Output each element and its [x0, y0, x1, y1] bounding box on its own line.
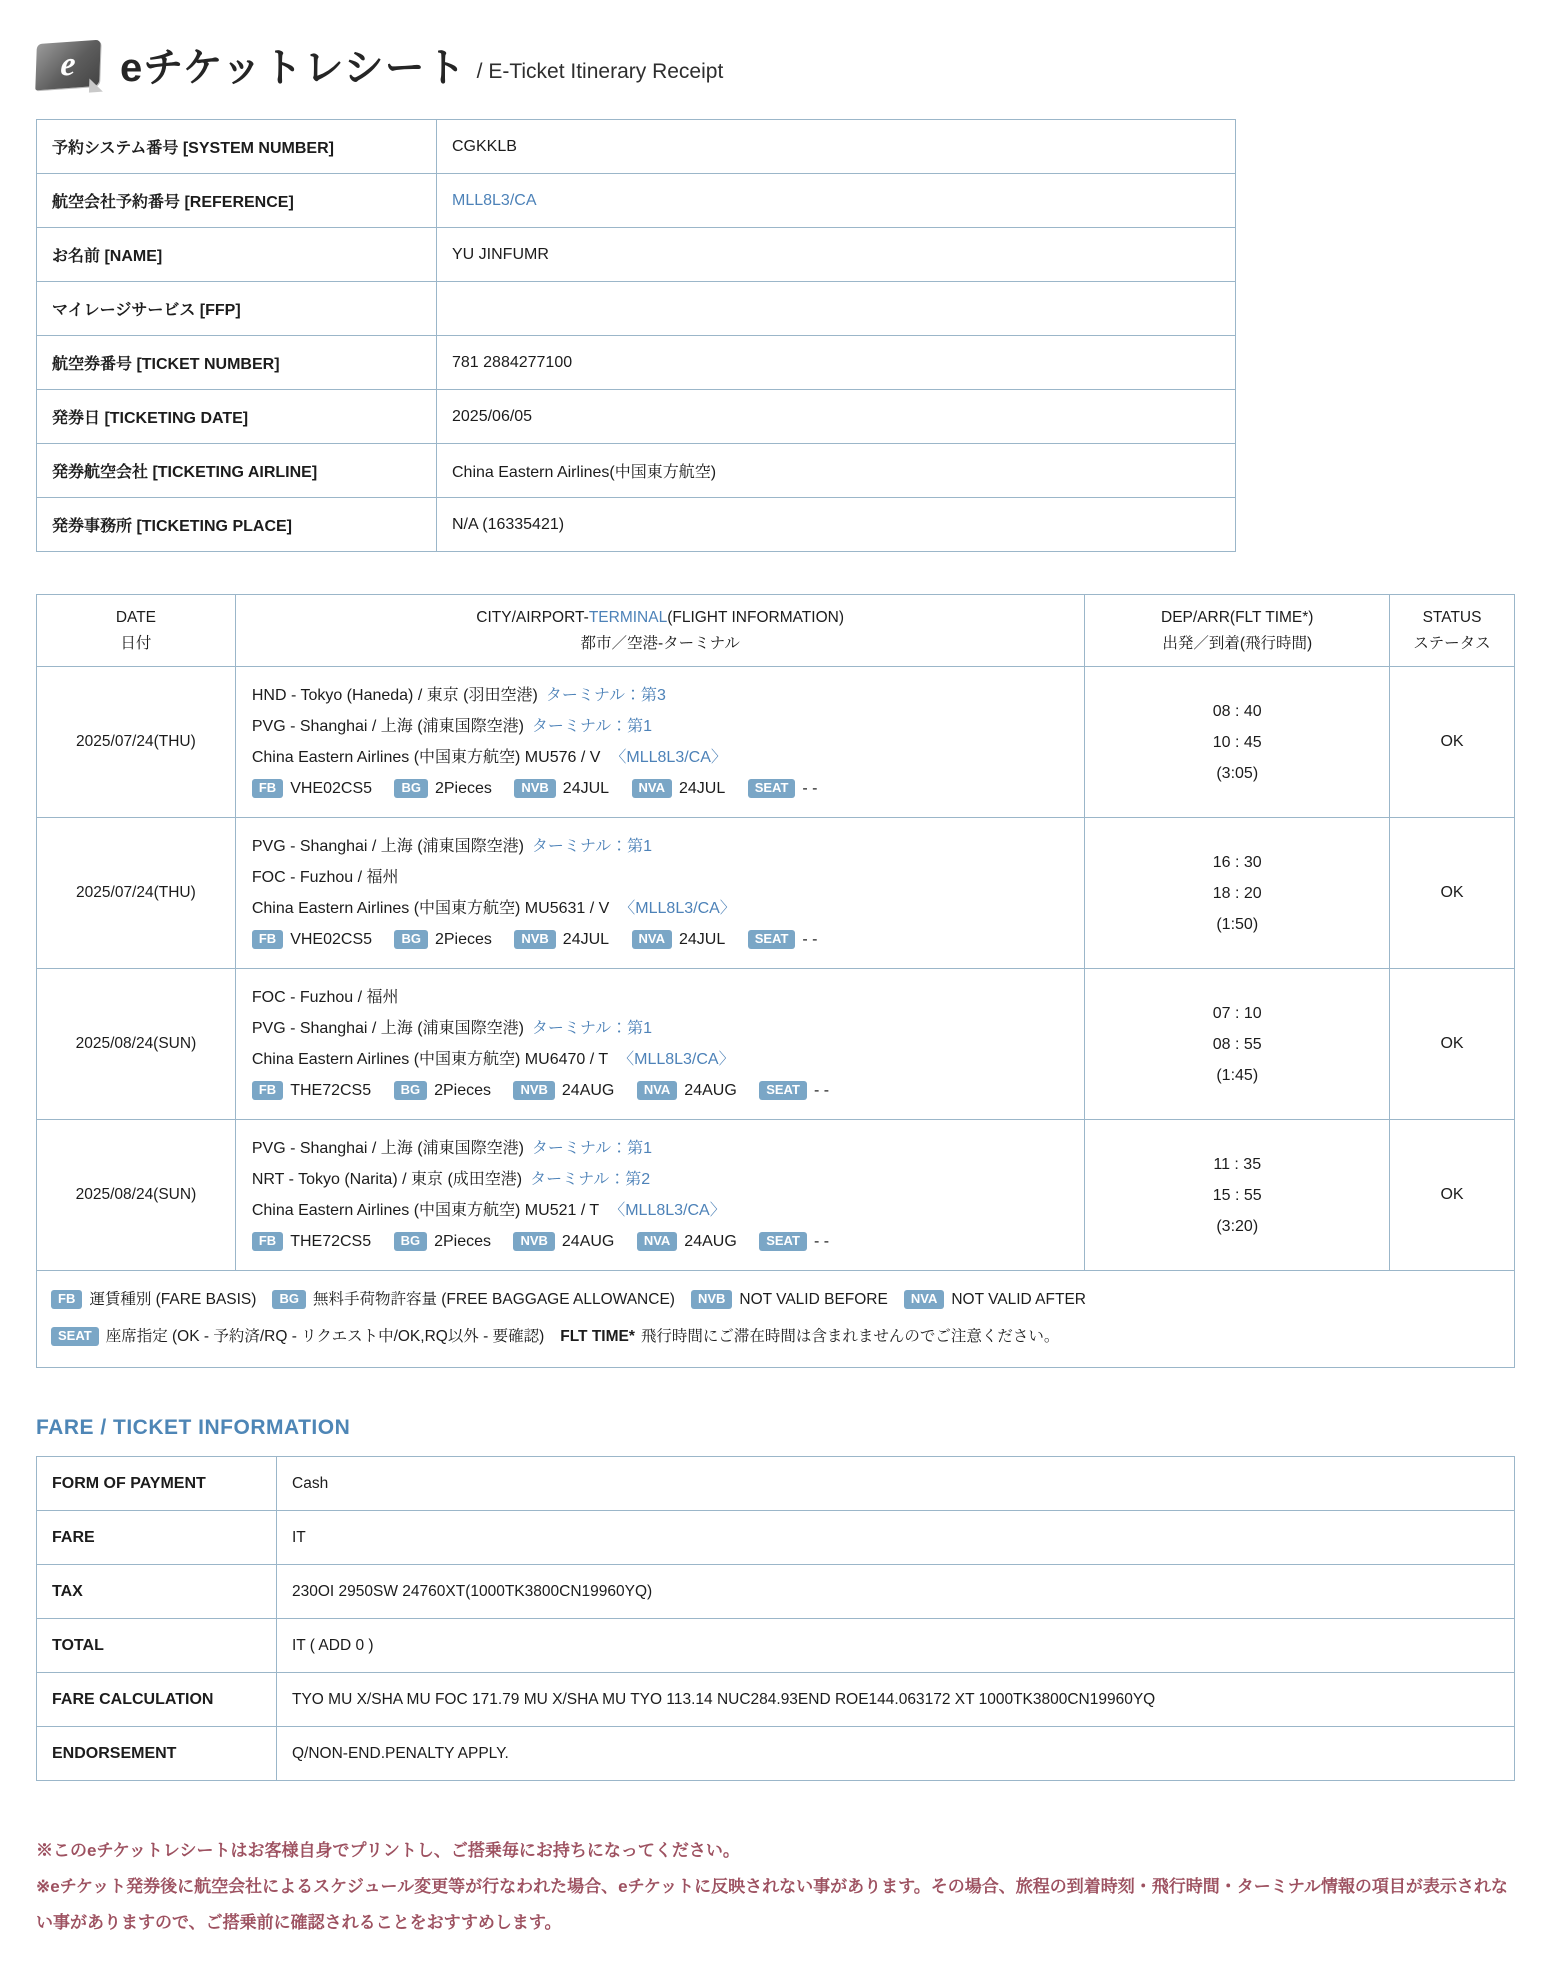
bg-badge: BG	[394, 930, 428, 949]
destination-line	[252, 711, 1069, 742]
nvb-value: 24JUL	[562, 780, 610, 797]
nva-value: 24JUL	[678, 931, 726, 948]
fare-value: TYO MU X/SHA MU FOC 171.79 MU X/SHA MU TYO 113.14 NUC284.93END ROE144.063172 XT 1000TK3800CN19960YQ	[277, 1673, 1515, 1727]
flight-date: 2025/08/24(SUN)	[37, 969, 236, 1120]
nva-badge: NVA	[637, 1232, 677, 1251]
flight-info-cell	[235, 818, 1085, 969]
nva-badge: NVA	[637, 1081, 677, 1100]
seat-badge: SEAT	[759, 1081, 807, 1100]
booking-label: 発券日 [TICKETING DATE]	[37, 390, 437, 444]
fare-row-fare-calculation	[37, 1673, 1515, 1727]
seat-value: - -	[813, 1082, 830, 1099]
bg-badge: BG	[272, 1290, 306, 1309]
baggage-value: 2Pieces	[434, 780, 492, 797]
destination-airport: NRT - Tokyo (Narita) / 東京 (成田空港)	[251, 1171, 523, 1188]
booking-row-ticketing-date	[37, 390, 1236, 444]
seat-badge: SEAT	[759, 1232, 807, 1251]
flight-duration: (3:05)	[1216, 764, 1259, 782]
footer-notes	[36, 1833, 1515, 1941]
nva-legend-text: NOT VALID AFTER	[951, 1291, 1086, 1308]
origin-airport: PVG - Shanghai / 上海 (浦東国際空港)	[251, 838, 524, 855]
fare-row-total	[37, 1619, 1515, 1673]
arr-time: 18 : 20	[1212, 884, 1262, 902]
fb-badge: FB	[252, 930, 283, 949]
seat-legend-text: 座席指定 (OK - 予約済/RQ - リクエスト中/OK,RQ以外 - 要確認)	[105, 1328, 545, 1345]
fare-row-form-of-payment	[37, 1457, 1515, 1511]
nva-badge: NVA	[632, 930, 672, 949]
baggage-value: 2Pieces	[434, 1082, 491, 1099]
seat-badge: SEAT	[748, 779, 796, 798]
page-subtitle: / E-Ticket Itinerary Receipt	[476, 59, 724, 83]
destination-terminal: ターミナル：第1	[531, 718, 653, 735]
bg-badge: BG	[394, 1232, 428, 1251]
fare-basis-value: VHE02CS5	[290, 931, 373, 948]
airline-flight-number: China Eastern Airlines (中国東方航空) MU521 / T	[251, 1202, 600, 1219]
city-column-header	[235, 595, 1085, 667]
fare-info-table	[36, 1456, 1515, 1781]
dep-arr-cell	[1085, 818, 1390, 969]
fare-label: FARE	[37, 1511, 277, 1565]
origin-line	[252, 831, 1069, 862]
fare-badges-line	[252, 1226, 1069, 1257]
fare-value: Q/NON-END.PENALTY APPLY.	[277, 1727, 1515, 1781]
flight-row	[37, 818, 1515, 969]
booking-value: 781 2884277100	[437, 336, 1236, 390]
booking-row-name	[37, 228, 1236, 282]
bg-legend-text: 無料手荷物許容量 (FREE BAGGAGE ALLOWANCE)	[312, 1291, 675, 1308]
fare-basis-value: THE72CS5	[290, 1082, 372, 1099]
fare-label: FARE CALCULATION	[37, 1673, 277, 1727]
flight-status: OK	[1390, 969, 1515, 1120]
nvb-badge: NVB	[514, 779, 555, 798]
fare-section-heading: FARE / TICKET INFORMATION	[36, 1416, 351, 1439]
nva-value: 24AUG	[684, 1233, 737, 1250]
flight-duration: (3:20)	[1216, 1217, 1259, 1235]
booking-value: 2025/06/05	[437, 390, 1236, 444]
fare-value: 230OI 2950SW 24760XT(1000TK3800CN19960YQ)	[277, 1565, 1515, 1619]
fare-value: Cash	[277, 1457, 1515, 1511]
destination-airport: FOC - Fuzhou / 福州	[251, 869, 399, 886]
terminal-word: TERMINAL	[588, 608, 668, 626]
booking-label: 航空券番号 [TICKET NUMBER]	[37, 336, 437, 390]
dep-arr-cell	[1085, 667, 1390, 818]
nva-value: 24AUG	[684, 1082, 737, 1099]
origin-line	[252, 982, 1069, 1013]
flight-info-cell	[235, 1120, 1085, 1271]
flight-info-cell	[235, 969, 1085, 1120]
fare-badges-line	[252, 924, 1069, 955]
booking-value: YU JINFUMR	[437, 228, 1236, 282]
seat-badge: SEAT	[51, 1327, 99, 1346]
deparr-header-jp: 出発／到着(飛行時間)	[1162, 634, 1313, 652]
status-header-jp: ステータス	[1413, 634, 1491, 652]
flight-info-cell	[235, 667, 1085, 818]
flight-status: OK	[1390, 667, 1515, 818]
nvb-value: 24AUG	[561, 1233, 615, 1250]
origin-terminal: ターミナル：第3	[545, 687, 666, 704]
logo-letter: e	[59, 44, 77, 84]
flt-time-label: FLT TIME*	[560, 1328, 635, 1345]
baggage-value: 2Pieces	[434, 1233, 491, 1250]
fb-badge: FB	[252, 779, 283, 798]
airline-line	[252, 893, 1069, 924]
nvb-badge: NVB	[513, 1232, 554, 1251]
airline-line	[252, 742, 1069, 773]
flight-status: OK	[1390, 818, 1515, 969]
fare-label: TOTAL	[37, 1619, 277, 1673]
flight-status: OK	[1390, 1120, 1515, 1271]
booking-row-ticketing-place	[37, 498, 1236, 552]
flight-date: 2025/07/24(THU)	[37, 818, 236, 969]
booking-label: 予約システム番号 [SYSTEM NUMBER]	[37, 120, 437, 174]
nvb-value: 24AUG	[561, 1082, 615, 1099]
booking-row-ticket-number	[37, 336, 1236, 390]
nva-badge: NVA	[904, 1290, 944, 1309]
dep-time: 07 : 10	[1212, 1004, 1262, 1022]
flight-row	[37, 1120, 1515, 1271]
booking-ref: 〈MLL8L3/CA〉	[618, 1051, 735, 1068]
booking-row-system-number	[37, 120, 1236, 174]
arr-time: 15 : 55	[1212, 1186, 1262, 1204]
dep-time: 16 : 30	[1212, 853, 1262, 871]
destination-terminal: ターミナル：第1	[531, 1020, 653, 1037]
fare-badges-line	[252, 773, 1069, 804]
fare-label: FORM OF PAYMENT	[37, 1457, 277, 1511]
city-header-en: CITY/AIRPORT-TERMINAL(FLIGHT INFORMATION)	[476, 608, 844, 626]
booking-ref: 〈MLL8L3/CA〉	[609, 1202, 726, 1219]
legend-line-1	[51, 1281, 1500, 1318]
fb-badge: FB	[252, 1081, 283, 1100]
status-column-header	[1390, 595, 1515, 667]
flight-row	[37, 969, 1515, 1120]
seat-value: - -	[802, 931, 818, 948]
origin-airport: FOC - Fuzhou / 福州	[251, 989, 399, 1006]
destination-airport: PVG - Shanghai / 上海 (浦東国際空港)	[251, 718, 524, 735]
flight-date: 2025/07/24(THU)	[37, 667, 236, 818]
origin-terminal: ターミナル：第1	[531, 838, 653, 855]
city-header-jp: 都市／空港-ターミナル	[580, 634, 740, 652]
fare-basis-value: VHE02CS5	[290, 780, 373, 797]
flight-duration: (1:45)	[1216, 1066, 1259, 1084]
bg-badge: BG	[394, 1081, 428, 1100]
destination-airport: PVG - Shanghai / 上海 (浦東国際空港)	[251, 1020, 524, 1037]
booking-ref: 〈MLL8L3/CA〉	[610, 749, 727, 766]
arr-time: 08 : 55	[1212, 1035, 1262, 1053]
fare-label: ENDORSEMENT	[37, 1727, 277, 1781]
nvb-badge: NVB	[691, 1290, 732, 1309]
fb-legend-text: 運賃種別 (FARE BASIS)	[89, 1291, 257, 1308]
nvb-badge: NVB	[513, 1081, 554, 1100]
destination-line	[252, 1013, 1069, 1044]
nvb-badge: NVB	[514, 930, 555, 949]
nvb-value: 24JUL	[562, 931, 610, 948]
booking-ref: 〈MLL8L3/CA〉	[619, 900, 736, 917]
itinerary-header-row	[37, 595, 1515, 667]
booking-value: N/A (16335421)	[437, 498, 1236, 552]
booking-row-reference	[37, 174, 1236, 228]
origin-airport: PVG - Shanghai / 上海 (浦東国際空港)	[251, 1140, 524, 1157]
origin-line	[252, 1133, 1069, 1164]
destination-line	[252, 862, 1069, 893]
origin-line	[252, 680, 1069, 711]
nvb-legend-text: NOT VALID BEFORE	[739, 1291, 888, 1308]
e-ticket-logo-icon	[35, 39, 100, 90]
booking-row-ffp	[37, 282, 1236, 336]
booking-info-table	[36, 119, 1236, 552]
airline-line	[252, 1195, 1069, 1226]
fare-value: IT	[277, 1511, 1515, 1565]
nva-badge: NVA	[632, 779, 672, 798]
date-header-jp: 日付	[120, 634, 152, 652]
fb-badge: FB	[51, 1290, 82, 1309]
flt-time-text: 飛行時間にご滞在時間は含まれませんのでご注意ください。	[640, 1328, 1060, 1345]
dep-arr-cell	[1085, 969, 1390, 1120]
arr-time: 10 : 45	[1212, 733, 1262, 751]
legend-row	[37, 1271, 1515, 1368]
airline-flight-number: China Eastern Airlines (中国東方航空) MU6470 / T	[251, 1051, 609, 1068]
fare-row-tax	[37, 1565, 1515, 1619]
destination-terminal: ターミナル：第2	[530, 1171, 651, 1188]
date-column-header	[37, 595, 236, 667]
legend-cell	[37, 1271, 1515, 1368]
airline-flight-number: China Eastern Airlines (中国東方航空) MU576 / V	[251, 749, 601, 766]
booking-label: 発券航空会社 [TICKETING AIRLINE]	[37, 444, 437, 498]
airline-line	[252, 1044, 1069, 1075]
destination-line	[252, 1164, 1069, 1195]
booking-label: マイレージサービス [FFP]	[37, 282, 437, 336]
booking-reference-value: MLL8L3/CA	[437, 174, 1236, 228]
origin-terminal: ターミナル：第1	[531, 1140, 653, 1157]
fare-basis-value: THE72CS5	[290, 1233, 372, 1250]
airline-flight-number: China Eastern Airlines (中国東方航空) MU5631 / V	[251, 900, 610, 917]
seat-badge: SEAT	[748, 930, 796, 949]
flight-duration: (1:50)	[1216, 915, 1259, 933]
fare-value: IT ( ADD 0 )	[277, 1619, 1515, 1673]
nva-value: 24JUL	[678, 780, 726, 797]
booking-label: 発券事務所 [TICKETING PLACE]	[37, 498, 437, 552]
deparr-column-header	[1085, 595, 1390, 667]
dep-time: 11 : 35	[1213, 1155, 1262, 1173]
baggage-value: 2Pieces	[434, 931, 492, 948]
booking-value: China Eastern Airlines(中国東方航空)	[437, 444, 1236, 498]
fare-row-fare	[37, 1511, 1515, 1565]
fare-badges-line	[252, 1075, 1069, 1106]
fb-badge: FB	[252, 1232, 283, 1251]
booking-label: お名前 [NAME]	[37, 228, 437, 282]
page-title: eチケットレシート	[120, 46, 467, 90]
doc-header	[36, 36, 1515, 93]
seat-value: - -	[802, 780, 818, 797]
note-schedule-change: ※eチケット発券後に航空会社によるスケジュール変更等が行なわれた場合、eチケットに反映されない事があります。その場合、旅程の到着時刻・飛行時間・ターミナル情報の項目が表示されない事がありますので、ご搭乗前に確認されることをおすすめします。	[36, 1877, 1508, 1932]
status-header-en: STATUS	[1422, 608, 1482, 626]
flight-date: 2025/08/24(SUN)	[37, 1120, 236, 1271]
fare-label: TAX	[37, 1565, 277, 1619]
dep-arr-cell	[1085, 1120, 1390, 1271]
origin-airport: HND - Tokyo (Haneda) / 東京 (羽田空港)	[251, 687, 538, 704]
legend-line-2	[51, 1318, 1500, 1355]
seat-value: - -	[813, 1233, 830, 1250]
booking-value: CGKKLB	[437, 120, 1236, 174]
fare-row-endorsement	[37, 1727, 1515, 1781]
dep-time: 08 : 40	[1212, 702, 1262, 720]
flight-row	[37, 667, 1515, 818]
booking-value	[437, 282, 1236, 336]
date-header-en: DATE	[115, 608, 157, 626]
itinerary-table	[36, 594, 1515, 1368]
booking-label: 航空会社予約番号 [REFERENCE]	[37, 174, 437, 228]
note-print: ※このeチケットレシートはお客様自身でプリントし、ご搭乗毎にお持ちになってください。	[36, 1841, 740, 1860]
bg-badge: BG	[394, 779, 428, 798]
booking-row-ticketing-airline	[37, 444, 1236, 498]
deparr-header-en: DEP/ARR(FLT TIME*)	[1161, 608, 1314, 626]
